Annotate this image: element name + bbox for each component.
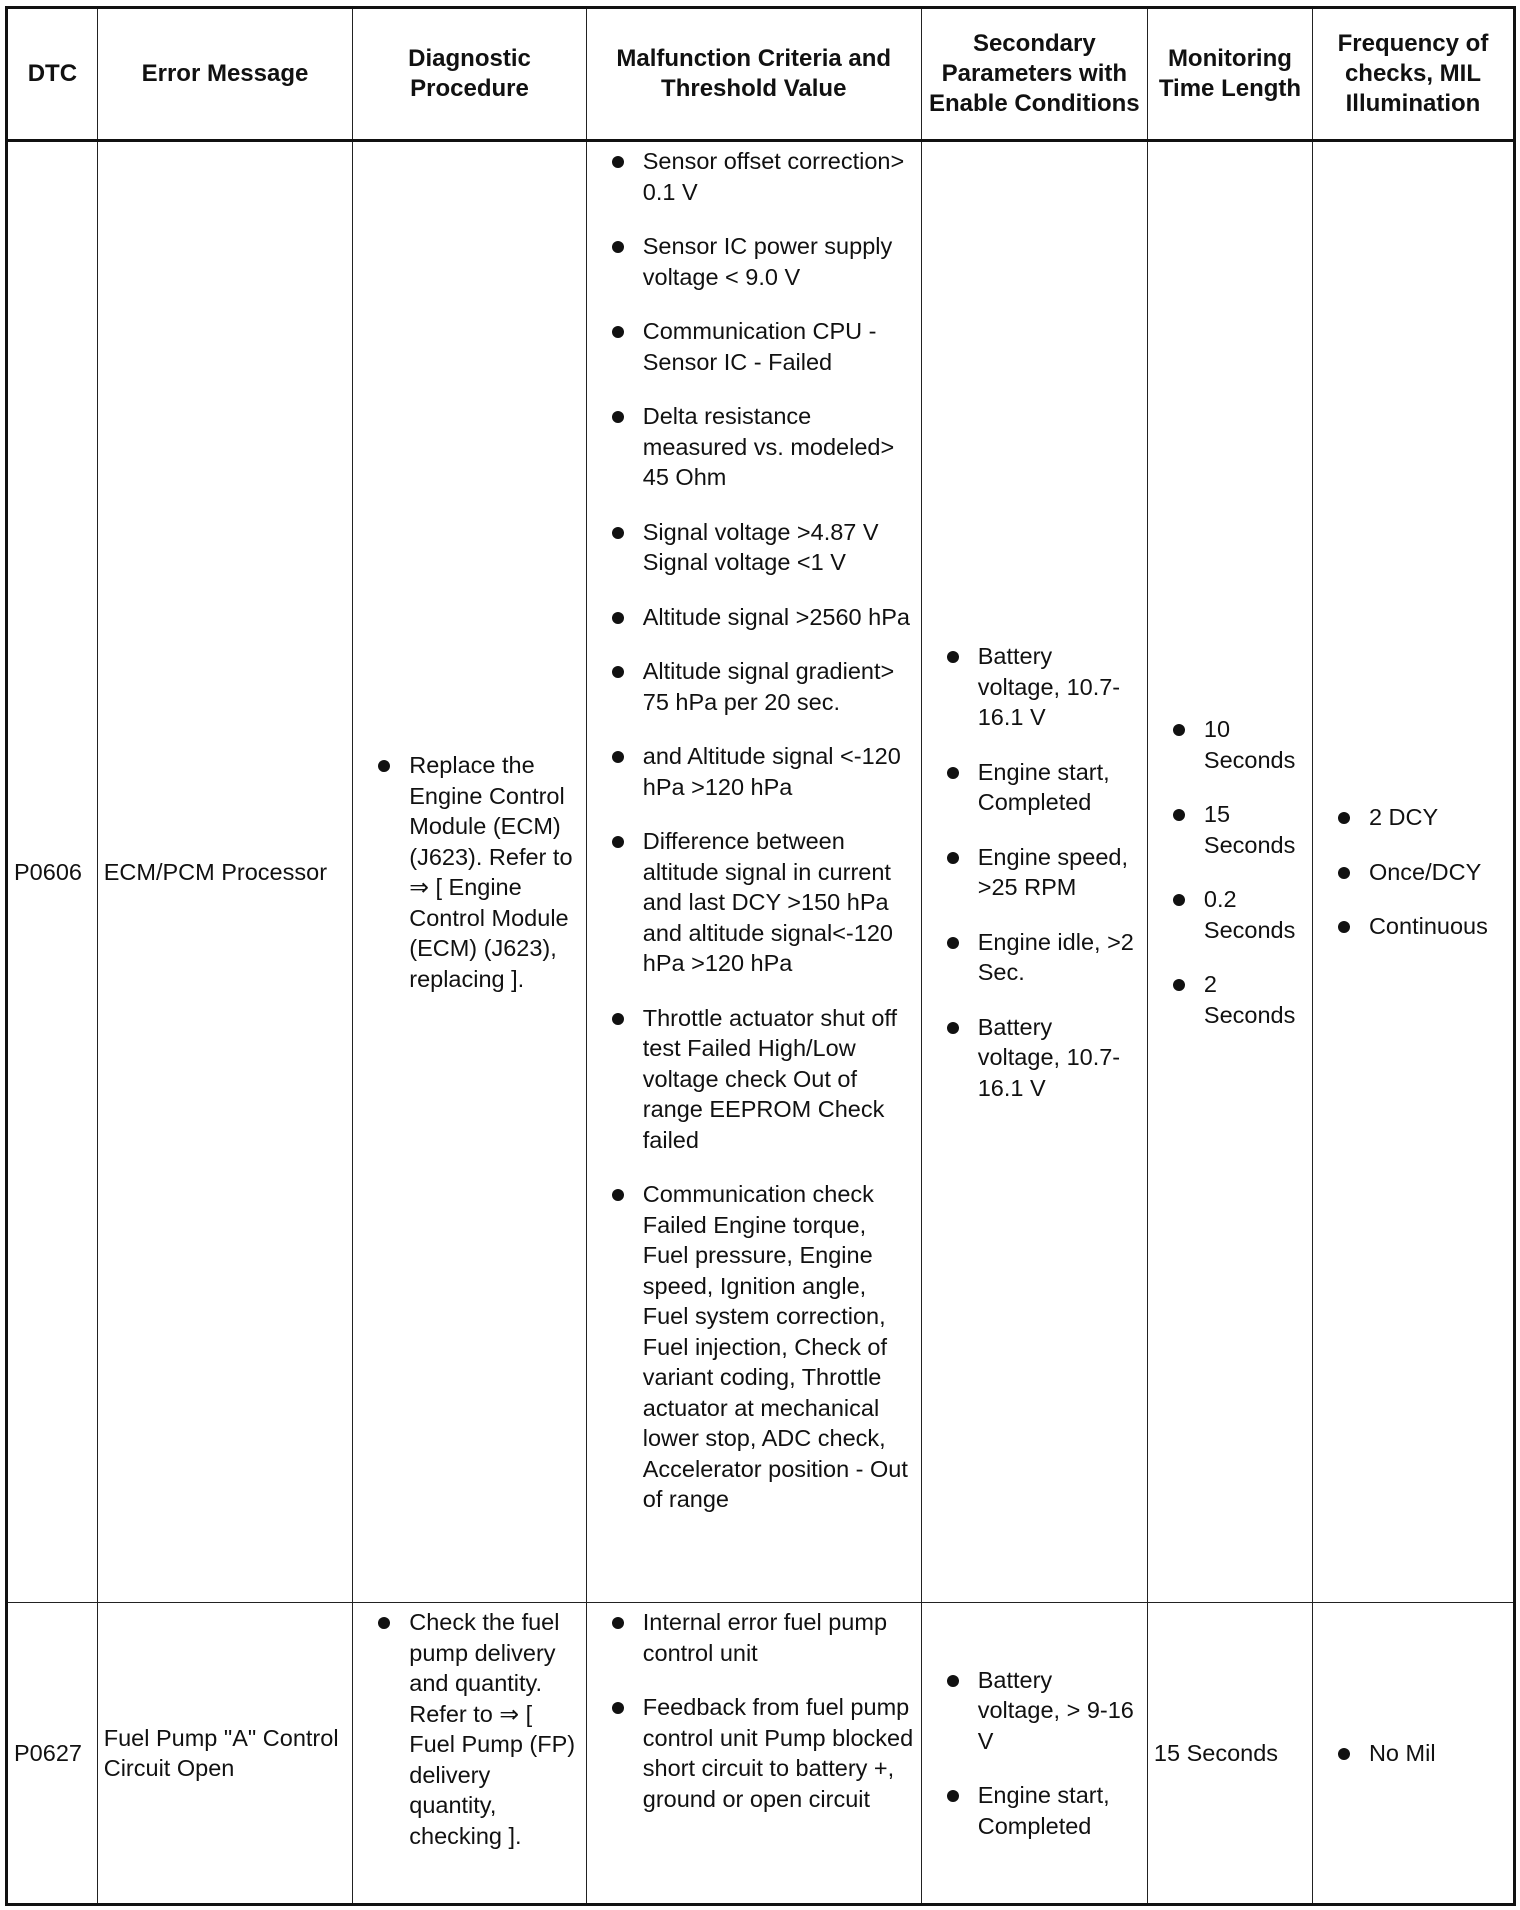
error-message-cell: ECM/PCM Processor	[97, 141, 353, 1603]
list-item: Communication check Failed Engine torque, Fuel pressure, Engine speed, Ignition angle, Fuel system correction, Fuel injection, Check of variant coding, Throttle actuator at mechanical lower stop, ADC check, Accelerator position - Out of range	[610, 1179, 915, 1515]
list-item: Engine idle, >2 Sec.	[945, 927, 1141, 988]
header-monitoring-time: Monitoring Time Length	[1147, 9, 1312, 141]
dtc-table-document	[5, 6, 1516, 1906]
list-item: 2 DCY	[1336, 802, 1507, 833]
error-message-cell: Fuel Pump "A" Control Circuit Open	[97, 1603, 353, 1904]
dtc-cell: P0606	[8, 141, 97, 1603]
diagnostic-procedure-cell	[353, 1603, 587, 1904]
dtc-cell: P0627	[8, 1603, 97, 1904]
list-item: Battery voltage, > 9-16 V	[945, 1665, 1141, 1757]
list-item: Sensor offset correction> 0.1 V	[610, 146, 915, 207]
diagnostic-procedure-list	[353, 1607, 586, 1851]
frequency-cell	[1312, 141, 1513, 1603]
list-item: Altitude signal >2560 hPa	[610, 602, 915, 633]
list-item: Engine speed, >25 RPM	[945, 842, 1141, 903]
list-item: Engine start, Completed	[945, 1780, 1141, 1841]
list-item: 2 Seconds	[1171, 969, 1306, 1030]
list-item: Signal voltage >4.87 V Signal voltage <1 V	[610, 517, 915, 578]
list-item: Delta resistance measured vs. modeled> 45 Ohm	[610, 401, 915, 493]
diagnostic-procedure-list	[353, 750, 586, 994]
monitoring-time-cell	[1147, 141, 1312, 1603]
list-item: 15 Seconds	[1171, 799, 1306, 860]
monitoring-time-cell: 15 Seconds	[1147, 1603, 1312, 1904]
frequency-list	[1313, 802, 1513, 942]
header-frequency: Frequency of checks, MIL Illumination	[1312, 9, 1513, 141]
malfunction-criteria-list	[587, 1607, 921, 1814]
secondary-parameters-cell	[921, 1603, 1147, 1904]
secondary-parameters-list	[922, 641, 1147, 1103]
list-item: Feedback from fuel pump control unit Pump blocked short circuit to battery +, ground or open circuit	[610, 1692, 915, 1814]
list-item: Once/DCY	[1336, 857, 1507, 888]
list-item: Altitude signal gradient> 75 hPa per 20 sec.	[610, 656, 915, 717]
malfunction-criteria-cell	[586, 1603, 921, 1904]
list-item: Difference between altitude signal in current and last DCY >150 hPa and altitude signal<-120 hPa >120 hPa	[610, 826, 915, 979]
secondary-parameters-list	[922, 1665, 1147, 1842]
header-malfunction-criteria: Malfunction Criteria and Threshold Value	[586, 9, 921, 141]
list-item: No Mil	[1336, 1738, 1507, 1769]
list-item: Throttle actuator shut off test Failed High/Low voltage check Out of range EEPROM Check failed	[610, 1003, 915, 1156]
list-item: Replace the Engine Control Module (ECM) (J623). Refer to ⇒ [ Engine Control Module (ECM) (J623), replacing ].	[376, 750, 580, 994]
header-diagnostic-procedure: Diagnostic Procedure	[353, 9, 587, 141]
list-item: Battery voltage, 10.7-16.1 V	[945, 641, 1141, 733]
secondary-parameters-cell	[921, 141, 1147, 1603]
list-item: Communication CPU - Sensor IC - Failed	[610, 316, 915, 377]
list-item: 0.2 Seconds	[1171, 884, 1306, 945]
header-dtc: DTC	[8, 9, 97, 141]
diagnostic-procedure-cell	[353, 141, 587, 1603]
frequency-cell	[1312, 1603, 1513, 1904]
header-error-message: Error Message	[97, 9, 353, 141]
list-item: Battery voltage, 10.7-16.1 V	[945, 1012, 1141, 1104]
list-item: Engine start, Completed	[945, 757, 1141, 818]
list-item: Sensor IC power supply voltage < 9.0 V	[610, 231, 915, 292]
dtc-table	[8, 9, 1513, 1903]
list-item: Internal error fuel pump control unit	[610, 1607, 915, 1668]
header-secondary-parameters: Secondary Parameters with Enable Conditions	[921, 9, 1147, 141]
malfunction-criteria-list	[587, 146, 921, 1515]
frequency-list	[1313, 1738, 1513, 1769]
list-item: 10 Seconds	[1171, 714, 1306, 775]
table-row-p0606	[8, 141, 1513, 1603]
header-row	[8, 9, 1513, 141]
malfunction-criteria-cell	[586, 141, 921, 1603]
table-row-p0627	[8, 1603, 1513, 1904]
list-item: and Altitude signal <-120 hPa >120 hPa	[610, 741, 915, 802]
list-item: Continuous	[1336, 911, 1507, 942]
list-item: Check the fuel pump delivery and quantity. Refer to ⇒ [ Fuel Pump (FP) delivery quantity, checking ].	[376, 1607, 580, 1851]
monitoring-time-list	[1148, 714, 1312, 1030]
